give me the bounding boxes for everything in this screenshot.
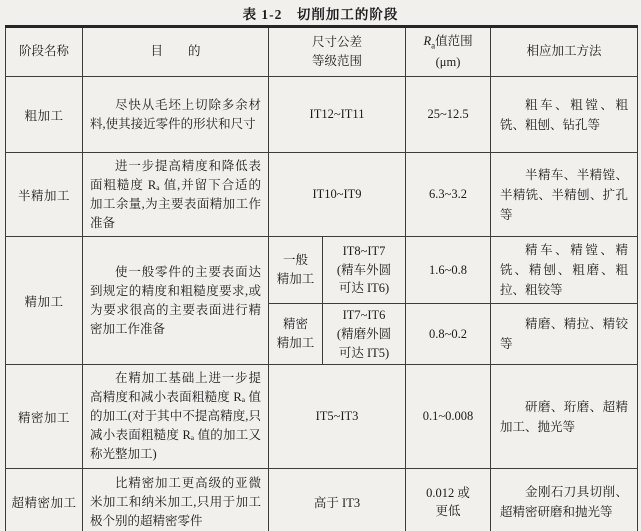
finish-general-tolerance — [323, 237, 406, 304]
semi-finish-tolerance: IT10~IT9 — [269, 153, 406, 237]
finish-precision-tolerance — [323, 304, 406, 365]
table-title: 表 1-2 切削加工的阶段 — [242, 7, 399, 22]
semi-finish-stage: 半精加工 — [6, 153, 83, 237]
row-finish-general — [6, 237, 638, 304]
header-tolerance-line1: 尺寸公差 — [312, 35, 363, 50]
header-methods: 相应加工方法 — [491, 27, 638, 77]
ultra-precision-ra — [406, 469, 491, 531]
ultra-precision-ra-line1: 0.012 或 — [426, 485, 470, 500]
finish-precision-tolerance-line3: 可达 IT5) — [338, 345, 390, 360]
precision-tolerance: IT5~IT3 — [269, 365, 406, 469]
header-tolerance — [269, 27, 406, 77]
header-stage: 阶段名称 — [6, 27, 83, 77]
finish-precision-label-line1: 精密 — [282, 317, 308, 332]
finish-purpose: 使一般零件的主要表面达到规定的精度和粗糙度要求,或为要求很高的主要表面进行精密加工作准备 — [83, 237, 269, 365]
finish-general-tolerance-line3: 可达 IT6) — [338, 281, 390, 296]
finish-general-label-line1: 一般 — [282, 253, 308, 268]
ultra-precision-stage: 超精密加工 — [6, 469, 83, 531]
header-ra-label — [410, 32, 486, 53]
finish-precision-methods: 精磨、精拉、精铰等 — [491, 304, 638, 365]
ultra-precision-ra-line2: 更低 — [435, 504, 461, 519]
finish-precision-label-line2: 精加工 — [276, 336, 315, 351]
semi-finish-ra: 6.3~3.2 — [406, 153, 491, 237]
finish-stage: 精加工 — [6, 237, 83, 365]
precision-ra: 0.1~0.008 — [406, 365, 491, 469]
finish-general-label — [269, 237, 323, 304]
finish-precision-ra: 0.8~0.2 — [406, 304, 491, 365]
precision-stage: 精密加工 — [6, 365, 83, 469]
rough-stage: 粗加工 — [6, 77, 83, 153]
row-ultra-precision — [6, 469, 638, 531]
header-tolerance-line2: 等级范围 — [312, 54, 363, 68]
finish-general-methods: 精车、精镗、精铣、精刨、粗磨、粗拉、粗铰等 — [491, 237, 638, 304]
rough-ra: 25~12.5 — [406, 77, 491, 153]
row-precision — [6, 365, 638, 469]
rough-tolerance: IT12~IT11 — [269, 77, 406, 153]
ra-label-rest: 值范围 — [435, 34, 473, 49]
semi-finish-purpose: 进一步提高精度和降低表面粗糙度 Rₐ 值,并留下合适的加工余量,为主要表面精加工作准备 — [83, 153, 269, 237]
ra-subscript: a — [431, 40, 436, 51]
precision-methods: 研磨、珩磨、超精加工、抛光等 — [491, 365, 638, 469]
ra-symbol: R — [423, 34, 432, 49]
header-ra — [406, 27, 491, 77]
header-ra-unit: (μm) — [435, 55, 461, 70]
finish-precision-label — [269, 304, 323, 365]
finish-general-tolerance-line2: (精车外圆 — [336, 262, 392, 277]
ultra-precision-purpose: 比精密加工更高级的亚微米加工和纳米加工,只用于加工极个别的超精密零件 — [83, 469, 269, 531]
finish-precision-tolerance-line1: IT7~IT6 — [342, 308, 386, 322]
finish-general-label-line2: 精加工 — [276, 272, 315, 286]
semi-finish-methods: 半精车、半精镗、半精铣、半精刨、扩孔等 — [491, 153, 638, 237]
row-rough — [6, 77, 638, 153]
finish-general-tolerance-line1: IT8~IT7 — [342, 243, 386, 258]
rough-purpose: 尽快从毛坯上切除多余材料,使其接近零件的形状和尺寸 — [83, 77, 269, 153]
ultra-precision-tolerance: 高于 IT3 — [269, 469, 406, 531]
row-semi-finish — [6, 153, 638, 237]
machining-stages-table — [5, 25, 638, 531]
ultra-precision-methods: 金刚石刀具切削、超精密研磨和抛光等 — [491, 469, 638, 531]
header-row — [6, 27, 638, 77]
finish-general-ra: 1.6~0.8 — [406, 237, 491, 304]
header-purpose: 目 的 — [83, 27, 269, 77]
rough-methods: 粗车、粗镗、粗铣、粗刨、钻孔等 — [491, 77, 638, 153]
finish-precision-tolerance-line2: (精磨外圆 — [336, 326, 392, 341]
precision-purpose: 在精加工基础上进一步提高精度和减小表面粗糙度 Rₐ 值的加工(对于其中不提高精度,只减小表面粗糙度 Rₐ 值的加工又称光整加工) — [83, 365, 269, 469]
